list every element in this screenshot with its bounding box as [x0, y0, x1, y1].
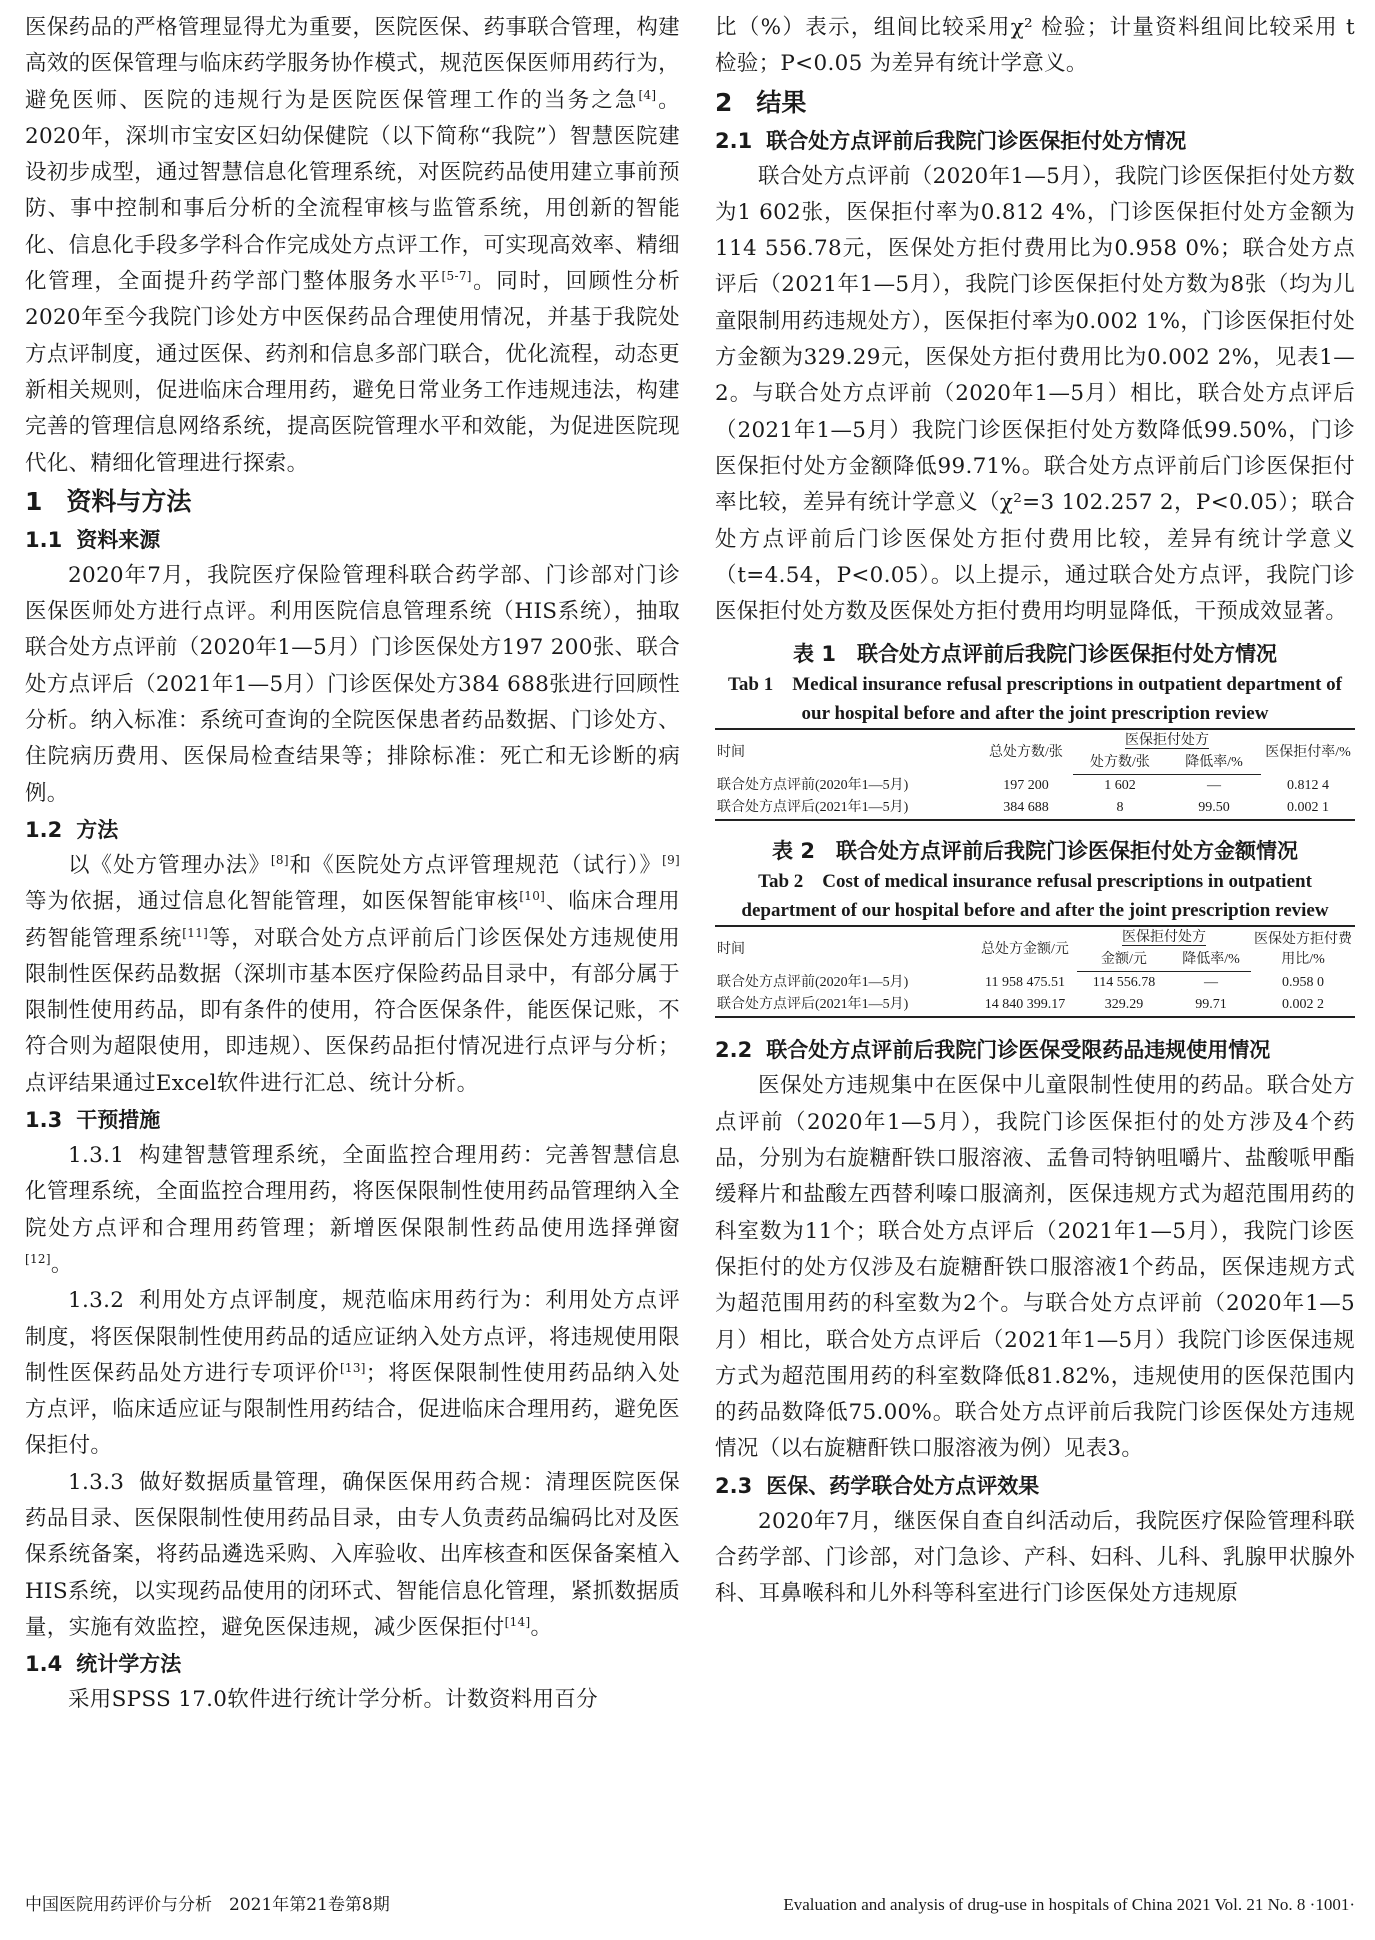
section-1-4-heading: 1.4 统计学方法 — [25, 1652, 182, 1677]
t2-header-group: 医保拒付处方 — [1077, 926, 1251, 949]
section-2-3-heading: 2.3 医保、药学联合处方点评效果 — [715, 1473, 1040, 1498]
section-2-2-text: 医保处方违规集中在医保中儿童限制性使用的药品。联合处方点评前（2020年1—5月），我院门诊医保拒付的处方涉及4个药品，分别为右旋糖酐铁口服溶液、孟鲁司特钠咀嚼片、盐酸哌甲酯缓释片和盐酸左西替利嗪口服滴剂，医保违规方式为超范围用药的科室数为11个；联合处方点评后（2021年1—5月），我院门诊医保拒付的处方仅涉及右旋糖酐铁口服溶液1个药品，医保违规方式为超范围用药的科室数为2个。与联合处方点评前（2020年1—5月）相比，联合处方点评后（2021年1—5月）我院门诊医保违规方式为超范围用药的科室数降低81.82%，违规使用的医保范围内的药品数降低75.00%。联合处方点评前后我院门诊医保处方违规情况（以右旋糖酐铁口服溶液为例）见表3。 — [715, 1073, 1355, 1462]
section-2-1-heading: 2.1 联合处方点评前后我院门诊医保拒付处方情况 — [715, 128, 1187, 153]
t1-header-count: 处方数/张 — [1073, 752, 1167, 775]
t2-header-time: 时间 — [715, 926, 973, 972]
section-2-2-heading: 2.2 联合处方点评前后我院门诊医保受限药品违规使用情况 — [715, 1038, 1271, 1063]
table-2-title-cn: 表 2 联合处方点评前后我院门诊医保拒付处方金额情况 — [772, 839, 1298, 864]
table-1-caption — [715, 638, 1355, 728]
section-1-2-heading: 1.2 方法 — [25, 817, 119, 842]
section-2-1-text: 联合处方点评前（2020年1—5月），我院门诊医保拒付处方数为1 602张，医保拒付率为0.812 4%，门诊医保拒付处方金额为114 556.78元，医保处方拒付费用比为0.958 0%；联合处方点评后（2021年1—5月），我院门诊医保拒付处方数为8张（均为儿童限制用药违规处方），医保拒付率为0.002 1%，门诊医保拒付处方金额为329.29元，医保处方拒付费用比为0.002 2%，见表1—2。与联合处方点评前（2020年1—5月）相比，联合处方点评后（2021年1—5月）我院门诊医保拒付处方数降低99.50%，门诊医保拒付处方金额降低99.71%。联合处方点评前后门诊医保拒付率比较，差异有统计学意义（χ²=3 102.257 2，P<0.05）；联合处方点评前后门诊医保处方拒付费用比较，差异有统计学意义（t=4.54，P<0.05）。以上提示，通过联合处方点评，我院门诊医保拒付处方数及医保处方拒付费用均明显降低，干预成效显著。 — [715, 163, 1355, 625]
t1-header-refuse-rate: 医保拒付率/% — [1261, 729, 1355, 775]
t2-header-total: 总处方金额/元 — [973, 926, 1077, 972]
footer-journal-cn: 中国医院用药评价与分析 2021年第21卷第8期 — [25, 1895, 390, 1915]
t2-header-rate: 降低率/% — [1171, 949, 1251, 972]
t1-header-time: 时间 — [715, 729, 979, 775]
t1-header-total: 总处方数/张 — [979, 729, 1073, 775]
section-1-1-text: 2020年7月，我院医疗保险管理科联合药学部、门诊部对门诊医保医师处方进行点评。利用医院信息管理系统（HIS系统），抽取联合处方点评前（2020年1—5月）门诊医保处方197 200张、联合处方点评后（2021年1—5月）门诊医保处方384 688张进行回顾性分析。纳入标准：系统可查询的全院医保患者药品数据、门诊处方、住院病历费用、医保局检查结果等；排除标准：死亡和无诊断的病例。 — [25, 562, 680, 806]
table-2 — [715, 925, 1355, 1018]
section-2-3-text: 2020年7月，继医保自查自纠活动后，我院医疗保险管理科联合药学部、门诊部，对门急诊、产科、妇科、儿科、乳腺甲状腺外科、耳鼻喉科和儿外科等科室进行门诊医保处方违规原 — [715, 1508, 1355, 1607]
table-1-title-cn: 表 1 联合处方点评前后我院门诊医保拒付处方情况 — [793, 642, 1277, 667]
section-1-3-heading: 1.3 干预措施 — [25, 1108, 161, 1133]
section-1-heading: 1 资料与方法 — [25, 486, 192, 516]
stat-method-continuation: 比（%）表示，组间比较采用χ² 检验；计量资料组间比较采用 t 检验；P<0.05 为差异有统计学意义。 — [715, 15, 1355, 77]
table-row: 联合处方点评前(2020年1—5月) 197 200 1 602 — 0.812 4 — [717, 778, 1329, 794]
section-1-1-heading: 1.1 资料来源 — [25, 527, 161, 552]
t1-header-rate: 降低率/% — [1167, 752, 1261, 775]
section-1-4-text: 采用SPSS 17.0软件进行统计学分析。计数资料用百分 — [68, 1687, 598, 1713]
t1-header-group: 医保拒付处方 — [1073, 729, 1261, 752]
table-1 — [715, 728, 1355, 821]
t2-header-amount: 金额/元 — [1077, 949, 1171, 972]
table-2-title-en: Tab 2 Cost of medical insurance refusal prescriptions in outpatient department of our hospital before and after the joint prescription review — [741, 871, 1329, 922]
table-2-caption — [715, 835, 1355, 925]
section-1-2-text: 以《处方管理办法》[8]和《医院处方点评管理规范（试行）》[9]等为依据，通过信息化智能管理，如医保智能审核[10]、临床合理用药智能管理系统[11]等，对联合处方点评前后门诊医保处方违规使用限制性医保药品数据（深圳市基本医疗保险药品目录中，有部分属于限制性使用药品，即有条件的使用，符合医保条件，能医保记账，不符合则为超限使用，即违规）、医保药品拒付情况进行点评与分析；点评结果通过Excel软件进行汇总、统计分析。 — [25, 852, 681, 1096]
table-1-title-en: Tab 1 Medical insurance refusal prescriptions in outpatient department of our hospital before and after the joint prescription review — [728, 674, 1342, 725]
intro-paragraph: 医保药品的严格管理显得尤为重要，医院医保、药事联合管理，构建高效的医保管理与临床药学服务协作模式，规范医保医师用药行为，避免医师、医院的违规行为是医院医保管理工作的当务之急[4]。2020年，深圳市宝安区妇幼保健院（以下简称“我院”）智慧医院建设初步成型，通过智慧信息化管理系统，对医院药品使用建立事前预防、事中控制和事后分析的全流程审核与监管系统，用创新的智能化、信息化手段多学科合作完成处方点评工作，可实现高效率、精细化管理，全面提升药学部门整体服务水平[5-7]。同时，回顾性分析2020年至今我院门诊处方中医保药品合理使用情况，并基于我院处方点评制度，通过医保、药剂和信息多部门联合，优化流程，动态更新相关规则，促进临床合理用药，避免日常业务工作违规违法，构建完善的管理信息网络系统，提高医院管理水平和效能，为促进医院现代化、精细化管理进行探索。 — [25, 15, 681, 476]
t2-header-ratio: 医保处方拒付费用比/% — [1251, 926, 1355, 972]
right-column — [715, 10, 1355, 1613]
section-1-3-1-text: 1.3.1 构建智慧管理系统，全面监控合理用药：完善智慧信息化管理系统，全面监控合理用药，将医保限制性使用药品管理纳入全院处方点评和合理用药管理；新增医保限制性药品使用选择弹窗[12]。 — [25, 1143, 680, 1277]
footer-journal-en: Evaluation and analysis of drug-use in hospitals of China 2021 Vol. 21 No. 8 ·1001· — [783, 1895, 1355, 1914]
table-row: 联合处方点评后(2021年1—5月) 14 840 399.17 329.29 99.71 0.002 2 — [715, 994, 1355, 1017]
section-2-heading: 2 结果 — [715, 87, 807, 117]
table-row: 联合处方点评前(2020年1—5月) 11 958 475.51 114 556.78 — 0.958 0 — [717, 975, 1324, 991]
table-row: 联合处方点评后(2021年1—5月) 384 688 8 99.50 0.002 1 — [715, 797, 1355, 820]
section-1-3-2-text: 1.3.2 利用处方点评制度，规范临床用药行为：利用处方点评制度，将医保限制性使用药品的适应证纳入处方点评，将违规使用限制性医保药品处方进行专项评价[13]；将医保限制性使用药品纳入处方点评，临床适应证与限制性用药结合，促进临床合理用药，避免医保拒付。 — [25, 1288, 681, 1459]
left-column — [25, 10, 680, 1718]
section-1-3-3-text: 1.3.3 做好数据质量管理，确保医保用药合规：清理医院医保药品目录、医保限制性使用药品目录，由专人负责药品编码比对及医保系统备案，将药品遴选采购、入库验收、出库核查和医保备案植入HIS系统，以实现药品使用的闭环式、智能信息化管理，紧抓数据质量，实施有效监控，避免医保违规，减少医保拒付[14]。 — [25, 1469, 680, 1640]
